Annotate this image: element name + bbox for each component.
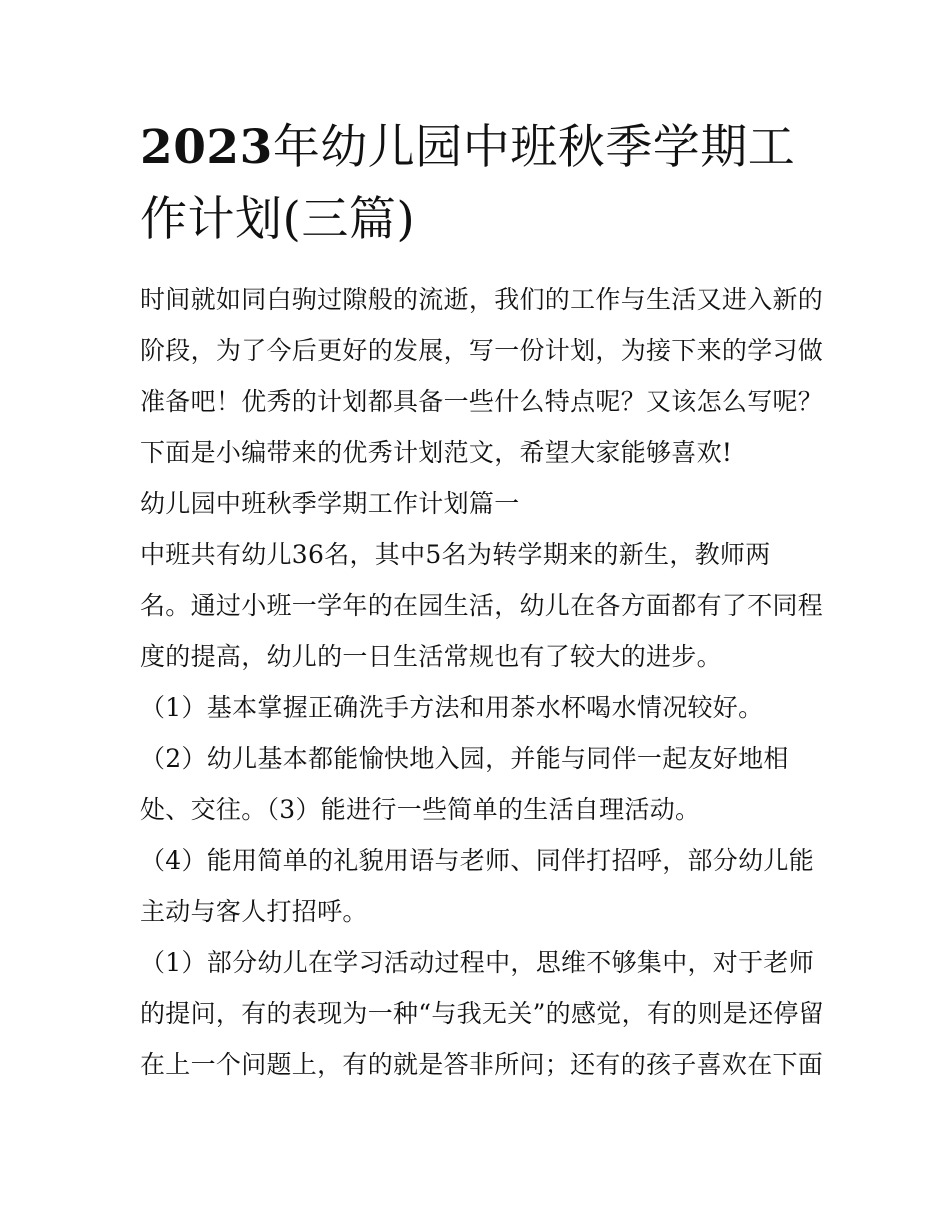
text-line: 的提问，有的表现为一种“与我无关”的感觉，有的则是还停留 xyxy=(140,999,824,1028)
text-line: 时间就如同白驹过隙般的流逝，我们的工作与生活又进入新的 xyxy=(140,285,824,314)
section-heading: 幼儿园中班秋季学期工作计划篇一 xyxy=(140,489,520,518)
document-title xyxy=(140,112,820,256)
title-year: 2023 xyxy=(140,120,273,175)
text-line: 下面是小编带来的优秀计划范文，希望大家能够喜欢! xyxy=(140,438,733,467)
text-line: 名。通过小班一学年的在园生活，幼儿在各方面都有了不同程 xyxy=(140,591,824,620)
text-line: 度的提高，幼儿的一日生活常规也有了较大的进步。 xyxy=(140,642,722,671)
document-page xyxy=(140,112,824,1090)
list-item: （2）幼儿基本都能愉快地入园，并能与同伴一起友好地相 xyxy=(140,744,789,773)
text-line: 主动与客人打招呼。 xyxy=(140,897,368,926)
list-item: （4）能用简单的礼貌用语与老师、同伴打招呼，部分幼儿能 xyxy=(140,846,815,875)
list-item: （1）部分幼儿在学习活动过程中，思维不够集中，对于老师 xyxy=(140,948,815,977)
document-body xyxy=(140,274,824,1090)
text-line: 在上一个问题上，有的就是答非所问；还有的孩子喜欢在下面 xyxy=(140,1050,824,1079)
text-line: 准备吧！优秀的计划都具备一些什么特点呢？又该怎么写呢？ xyxy=(140,387,824,416)
title-line-2: 作计划(三篇) xyxy=(140,192,416,247)
title-line-1: 2023年幼儿园中班秋季学期工 xyxy=(140,120,796,175)
text-line: 中班共有幼儿36名，其中5名为转学期来的新生，教师两 xyxy=(140,540,771,569)
text-line: 处、交往。（3）能进行一些简单的生活自理活动。 xyxy=(140,795,701,824)
list-item: （1）基本掌握正确洗手方法和用茶水杯喝水情况较好。 xyxy=(140,693,764,722)
text-line: 阶段，为了今后更好的发展，写一份计划，为接下来的学习做 xyxy=(140,336,824,365)
